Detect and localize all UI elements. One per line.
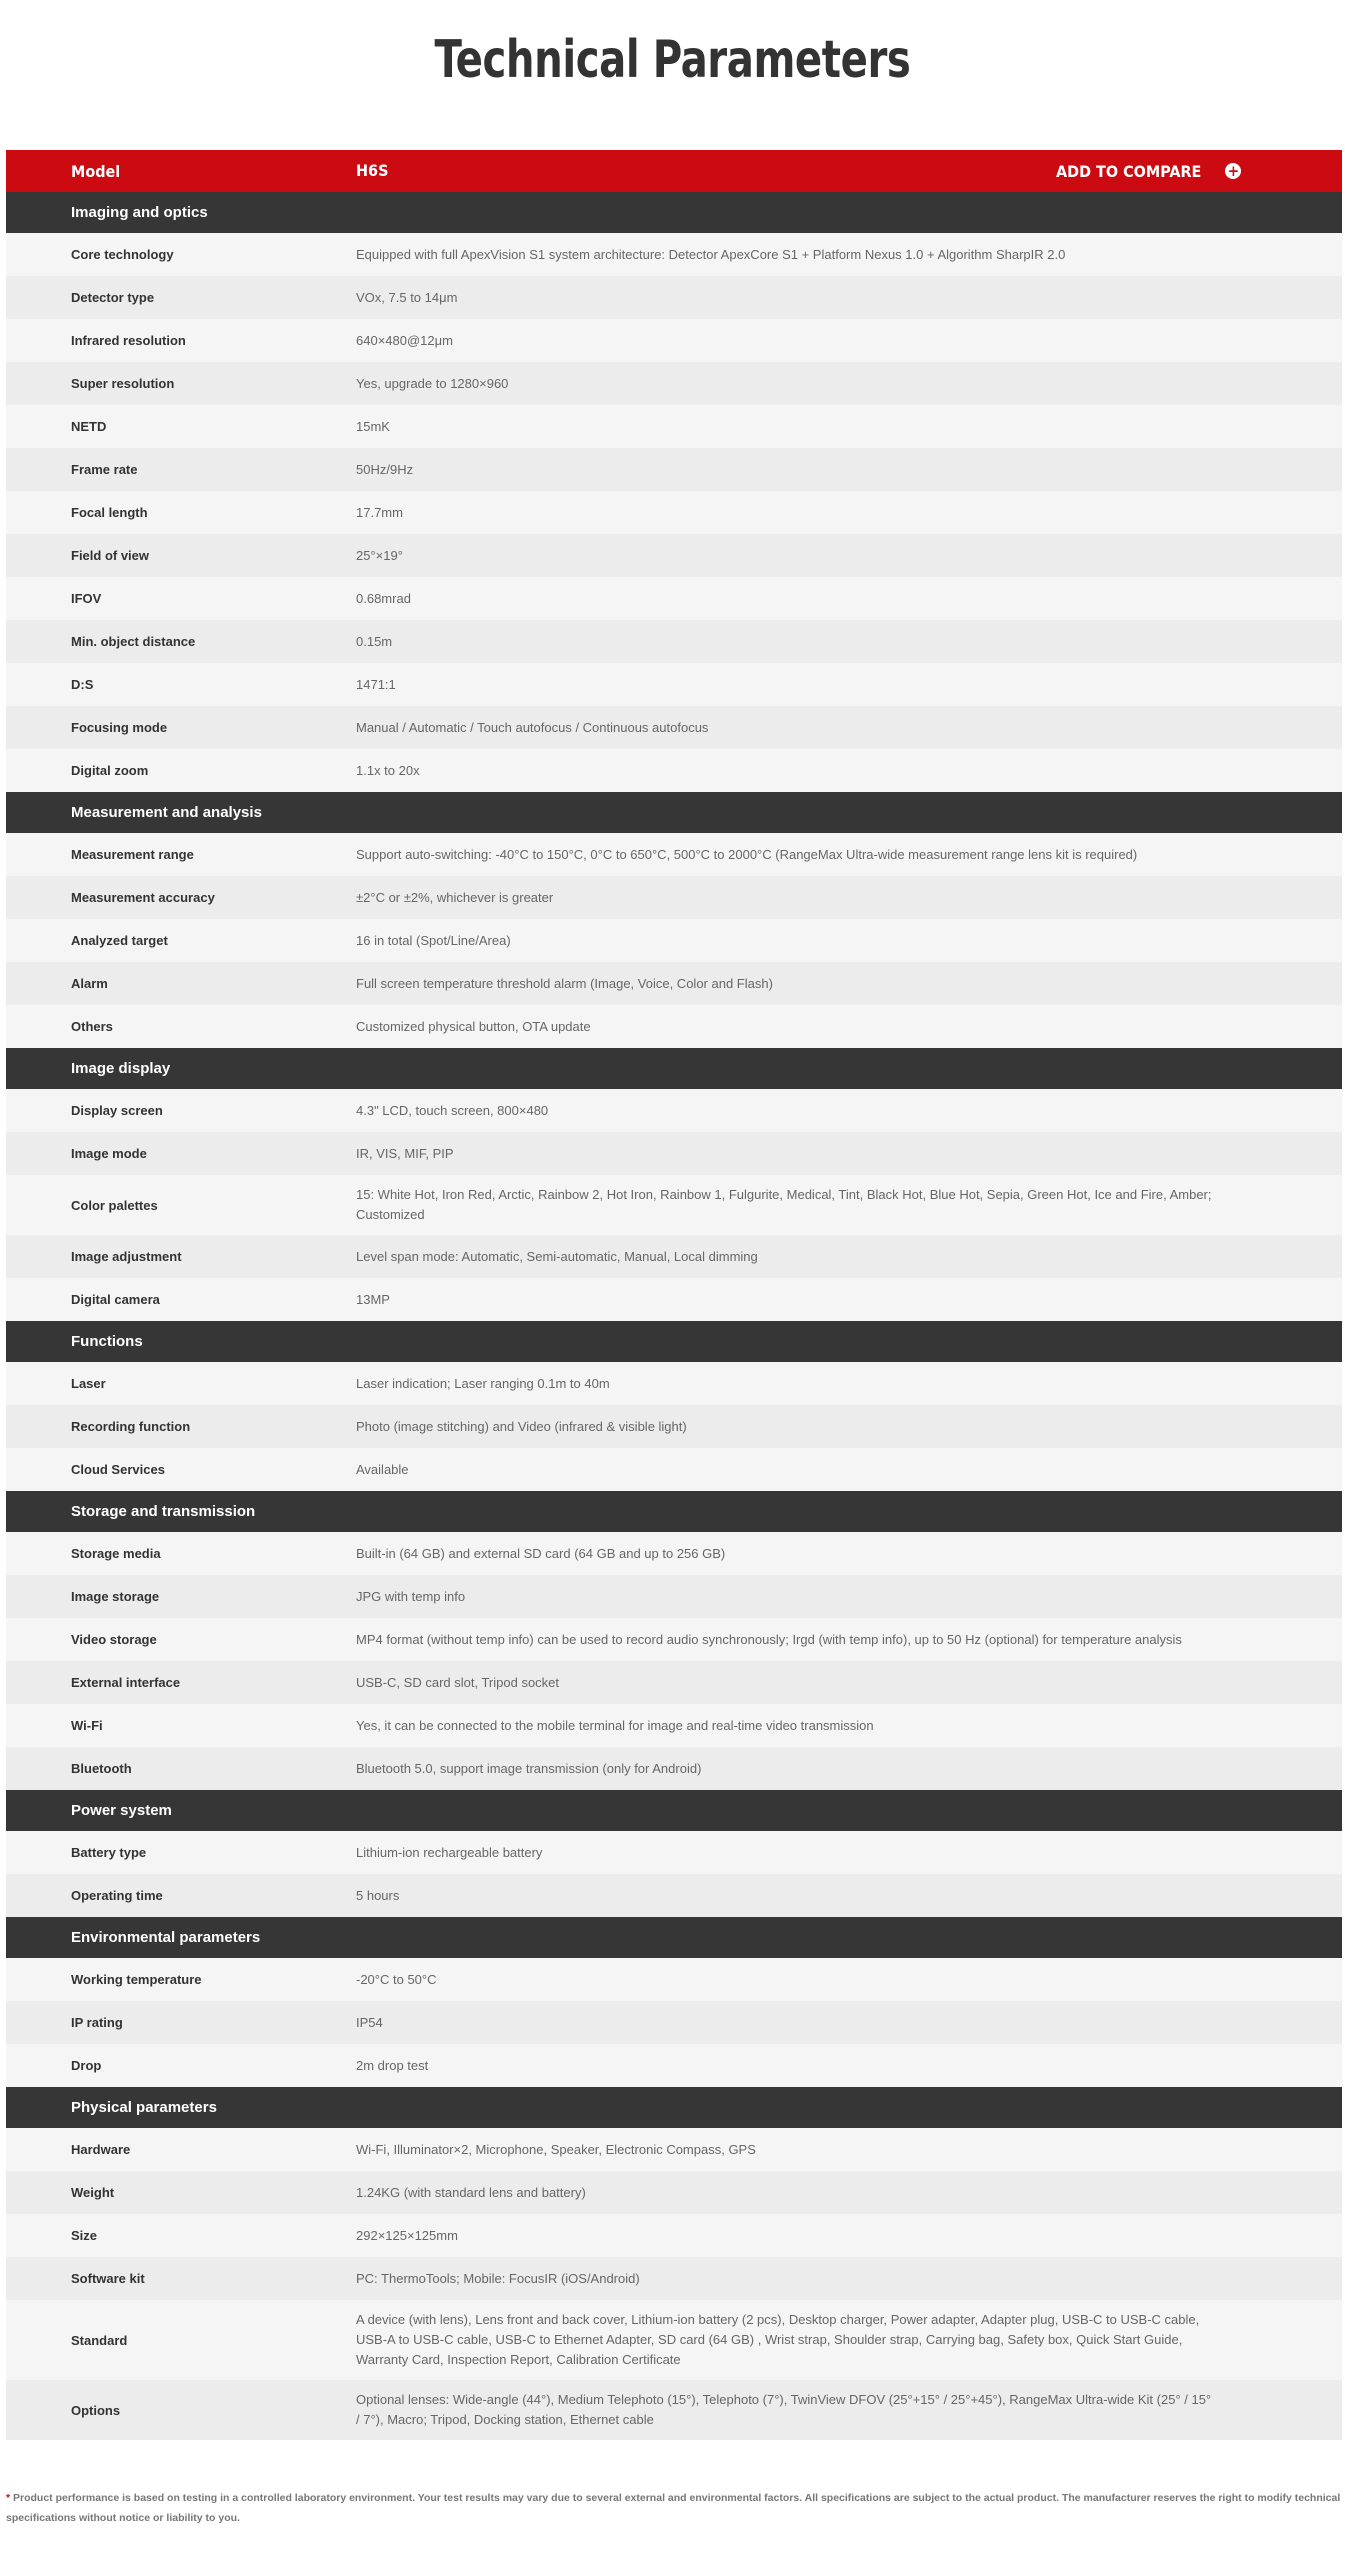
spec-value: Manual / Automatic / Touch autofocus / Continuous autofocus bbox=[356, 719, 709, 735]
table-row bbox=[6, 1448, 1342, 1491]
spec-label: Recording function bbox=[71, 1419, 191, 1434]
spec-value: 17.7mm bbox=[356, 504, 403, 520]
spec-value: 16 in total (Spot/Line/Area) bbox=[356, 932, 511, 948]
table-row bbox=[6, 405, 1342, 448]
table-row bbox=[6, 1704, 1342, 1747]
spec-value: IP54 bbox=[356, 2014, 383, 2030]
spec-value: Equipped with full ApexVision S1 system architecture: Detector ApexCore S1 + Platform Nexus 1.0 + Algorithm SharpIR 2.0 bbox=[356, 246, 1066, 262]
table-row bbox=[6, 2214, 1342, 2257]
spec-label: Alarm bbox=[71, 976, 108, 991]
spec-label: Working temperature bbox=[71, 1972, 202, 1987]
spec-value: Level span mode: Automatic, Semi-automatic, Manual, Local dimming bbox=[356, 1248, 758, 1264]
table-row bbox=[6, 1958, 1342, 2001]
table-row bbox=[6, 2257, 1342, 2300]
spec-table bbox=[6, 150, 1342, 2440]
spec-label: Battery type bbox=[71, 1845, 147, 1860]
spec-value: 1.24KG (with standard lens and battery) bbox=[356, 2184, 586, 2200]
table-row bbox=[6, 534, 1342, 577]
footnote bbox=[6, 2488, 1341, 2528]
spec-value: 50Hz/9Hz bbox=[356, 461, 414, 477]
table-row bbox=[6, 319, 1342, 362]
section-title: Image display bbox=[71, 1060, 171, 1077]
spec-label: Color palettes bbox=[71, 1197, 158, 1213]
spec-label: Drop bbox=[71, 2058, 102, 2073]
spec-value: 0.15m bbox=[356, 633, 393, 649]
table-header bbox=[6, 150, 1342, 192]
spec-value: 640×480@12μm bbox=[356, 332, 453, 348]
section-header bbox=[6, 1491, 1342, 1532]
spec-value: Bluetooth 5.0, support image transmission (only for Android) bbox=[356, 1760, 702, 1776]
spec-label: Focal length bbox=[71, 505, 148, 520]
table-row bbox=[6, 1532, 1342, 1575]
spec-label: Image adjustment bbox=[71, 1249, 182, 1264]
spec-label: Digital camera bbox=[71, 1292, 160, 1307]
spec-label: Software kit bbox=[71, 2271, 145, 2286]
spec-value: Yes, upgrade to 1280×960 bbox=[356, 375, 509, 391]
spec-label: Min. object distance bbox=[71, 634, 196, 649]
spec-value: 25°×19° bbox=[356, 547, 403, 563]
add-to-compare-button[interactable] bbox=[1056, 162, 1241, 181]
section-title: Imaging and optics bbox=[71, 204, 208, 221]
table-row bbox=[6, 491, 1342, 534]
spec-value: MP4 format (without temp info) can be used to record audio synchronously; Irgd (with temp info), up to 50 Hz (optional) for temperature analysis bbox=[356, 1631, 1182, 1647]
section-header bbox=[6, 792, 1342, 833]
spec-label: External interface bbox=[71, 1675, 181, 1690]
spec-label: Image mode bbox=[71, 1146, 147, 1161]
spec-label: Super resolution bbox=[71, 376, 175, 391]
table-row bbox=[6, 1089, 1342, 1132]
table-row bbox=[6, 362, 1342, 405]
spec-value: 1471:1 bbox=[356, 676, 396, 692]
section-title: Power system bbox=[71, 1802, 172, 1819]
spec-value: 4.3" LCD, touch screen, 800×480 bbox=[356, 1102, 549, 1118]
table-row bbox=[6, 663, 1342, 706]
spec-label: Image storage bbox=[71, 1589, 160, 1604]
table-row bbox=[6, 276, 1342, 319]
spec-value: ±2°C or ±2%, whichever is greater bbox=[356, 889, 554, 905]
spec-value: Optional lenses: Wide-angle (44°), Medium Telephoto (15°), Telephoto (7°), TwinView DFOV (25°+15° / 25°+45°), RangeMax Ultra-wide Kit (25° / 15° / 7°), Macro; Tripod, Docking station, Ethernet cable bbox=[356, 2392, 1212, 2427]
spec-label: Wi-Fi bbox=[71, 1718, 103, 1733]
section-header bbox=[6, 1321, 1342, 1362]
spec-value: IR, VIS, MIF, PIP bbox=[356, 1145, 454, 1161]
spec-label: Measurement accuracy bbox=[71, 890, 215, 905]
table-row bbox=[6, 2044, 1342, 2087]
spec-value: 15: White Hot, Iron Red, Arctic, Rainbow 2, Hot Iron, Rainbow 1, Fulgurite, Medical, Tint, Black Hot, Blue Hot, Sepia, Green Hot, Ice and Fire, Amber; Customized bbox=[356, 1187, 1212, 1222]
spec-value: 13MP bbox=[356, 1291, 390, 1307]
table-row bbox=[6, 749, 1342, 792]
table-row bbox=[6, 2001, 1342, 2044]
spec-label: Options bbox=[71, 2402, 121, 2418]
spec-label: NETD bbox=[71, 419, 107, 434]
spec-label: IFOV bbox=[71, 591, 102, 606]
model-label: Model bbox=[71, 161, 121, 181]
spec-value: Photo (image stitching) and Video (infrared & visible light) bbox=[356, 1418, 687, 1434]
spec-value: PC: ThermoTools; Mobile: FocusIR (iOS/Android) bbox=[356, 2270, 640, 2286]
add-to-compare-label: ADD TO COMPARE bbox=[1056, 161, 1202, 181]
spec-label: Infrared resolution bbox=[71, 333, 186, 348]
plus-circle-icon: + bbox=[1225, 163, 1241, 179]
spec-value: VOx, 7.5 to 14μm bbox=[356, 289, 458, 305]
spec-sections bbox=[6, 192, 1342, 2440]
table-row bbox=[6, 1005, 1342, 1048]
spec-value: 0.68mrad bbox=[356, 590, 411, 606]
spec-label: IP rating bbox=[71, 2015, 123, 2030]
table-row bbox=[6, 2300, 1342, 2380]
spec-label: Analyzed target bbox=[71, 933, 168, 948]
spec-label: Core technology bbox=[71, 247, 174, 262]
spec-value: Lithium-ion rechargeable battery bbox=[356, 1844, 543, 1860]
spec-label: Video storage bbox=[71, 1632, 157, 1647]
table-row bbox=[6, 620, 1342, 663]
spec-label: Weight bbox=[71, 2185, 115, 2200]
page-title: Technical Parameters bbox=[434, 30, 911, 90]
spec-value: 2m drop test bbox=[356, 2057, 429, 2073]
table-row bbox=[6, 2380, 1342, 2440]
spec-label: Measurement range bbox=[71, 847, 194, 862]
spec-label: Field of view bbox=[71, 548, 150, 563]
model-value: H6S bbox=[356, 161, 389, 180]
spec-label: Laser bbox=[71, 1376, 106, 1391]
table-row bbox=[6, 876, 1342, 919]
spec-label: Bluetooth bbox=[71, 1761, 132, 1776]
spec-label: Standard bbox=[71, 2332, 128, 2348]
section-title: Functions bbox=[71, 1333, 143, 1350]
table-row bbox=[6, 1132, 1342, 1175]
spec-value: Customized physical button, OTA update bbox=[356, 1018, 591, 1034]
table-row bbox=[6, 962, 1342, 1005]
table-row bbox=[6, 1405, 1342, 1448]
section-title: Storage and transmission bbox=[71, 1503, 256, 1520]
table-row bbox=[6, 1175, 1342, 1235]
table-row bbox=[6, 1575, 1342, 1618]
spec-label: Hardware bbox=[71, 2142, 131, 2157]
spec-value: 15mK bbox=[356, 418, 390, 434]
section-header bbox=[6, 2087, 1342, 2128]
spec-label: Focusing mode bbox=[71, 720, 168, 735]
spec-value: Built-in (64 GB) and external SD card (64 GB and up to 256 GB) bbox=[356, 1545, 726, 1561]
spec-label: Operating time bbox=[71, 1888, 163, 1903]
section-title: Physical parameters bbox=[71, 2099, 217, 2116]
table-row bbox=[6, 1362, 1342, 1405]
footnote-text: Product performance is based on testing in a controlled laboratory environment. Your test results may vary due to several external and environmental factors. All specifications are subject to the actual product. The manufacturer reserves the right to modify technical specifications without notice or liability to you. bbox=[6, 2492, 1341, 2524]
spec-value: Wi-Fi, Illuminator×2, Microphone, Speaker, Electronic Compass, GPS bbox=[356, 2141, 756, 2157]
table-row bbox=[6, 2128, 1342, 2171]
spec-label: Display screen bbox=[71, 1103, 163, 1118]
spec-value: Full screen temperature threshold alarm (Image, Voice, Color and Flash) bbox=[356, 975, 773, 991]
spec-value: JPG with temp info bbox=[356, 1588, 466, 1604]
spec-value: A device (with lens), Lens front and back cover, Lithium-ion battery (2 pcs), Desktop charger, Power adapter, Adapter plug, USB-C to USB-C cable, USB-A to USB-C cable, USB-C to Ethernet Adapter, SD card (64 GB) , Wrist strap, Shoulder strap, Carrying bag, Safety box, Quick Start Guide, Warranty Card, Inspection Report, Calibration Certificate bbox=[356, 2312, 1200, 2367]
spec-value: 292×125×125mm bbox=[356, 2227, 458, 2243]
table-row bbox=[6, 1661, 1342, 1704]
table-row bbox=[6, 833, 1342, 876]
table-row bbox=[6, 1874, 1342, 1917]
section-title: Measurement and analysis bbox=[71, 804, 262, 821]
section-header bbox=[6, 1917, 1342, 1958]
spec-value: -20°C to 50°C bbox=[356, 1971, 437, 1987]
spec-value: USB-C, SD card slot, Tripod socket bbox=[356, 1674, 560, 1690]
section-header bbox=[6, 1790, 1342, 1831]
spec-label: Storage media bbox=[71, 1546, 161, 1561]
spec-label: D:S bbox=[71, 677, 94, 692]
section-title: Environmental parameters bbox=[71, 1929, 261, 1946]
spec-label: Size bbox=[71, 2228, 98, 2243]
spec-label: Frame rate bbox=[71, 462, 138, 477]
table-row bbox=[6, 1278, 1342, 1321]
footnote-star: * bbox=[6, 2492, 11, 2504]
spec-value: Laser indication; Laser ranging 0.1m to 40m bbox=[356, 1375, 610, 1391]
table-row bbox=[6, 1747, 1342, 1790]
spec-value: Available bbox=[356, 1461, 409, 1477]
spec-label: Others bbox=[71, 1019, 113, 1034]
table-row bbox=[6, 233, 1342, 276]
section-header bbox=[6, 192, 1342, 233]
table-row bbox=[6, 448, 1342, 491]
table-row bbox=[6, 706, 1342, 749]
table-row bbox=[6, 919, 1342, 962]
spec-value: Yes, it can be connected to the mobile terminal for image and real-time video transmission bbox=[356, 1717, 874, 1733]
spec-label: Digital zoom bbox=[71, 763, 149, 778]
spec-value: 1.1x to 20x bbox=[356, 762, 420, 778]
table-row bbox=[6, 2171, 1342, 2214]
spec-value: 5 hours bbox=[356, 1887, 400, 1903]
table-row bbox=[6, 1831, 1342, 1874]
spec-value: Support auto-switching: -40°C to 150°C, 0°C to 650°C, 500°C to 2000°C (RangeMax Ultra-wide measurement range lens kit is required) bbox=[356, 846, 1138, 862]
table-row bbox=[6, 1235, 1342, 1278]
section-header bbox=[6, 1048, 1342, 1089]
spec-label: Detector type bbox=[71, 290, 155, 305]
spec-label: Cloud Services bbox=[71, 1462, 165, 1477]
table-row bbox=[6, 1618, 1342, 1661]
table-row bbox=[6, 577, 1342, 620]
